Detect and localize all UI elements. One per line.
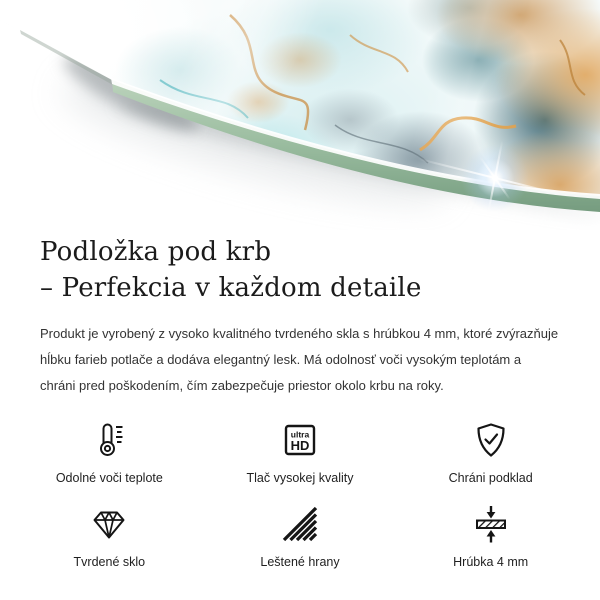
svg-text:HD: HD [290, 438, 310, 453]
feature-heat-resistant [14, 419, 205, 486]
page-title [40, 234, 560, 306]
feature-label: Tlač vysokej kvality [246, 471, 354, 485]
feature-tempered-glass [14, 503, 205, 570]
feature-label: Chráni podklad [448, 471, 533, 485]
feature-protects-surface [395, 419, 586, 486]
thermometer-icon [90, 419, 128, 459]
diamond-icon [90, 503, 128, 543]
feature-polished-edges [205, 503, 396, 570]
title-line-1: Podložka pod krb [40, 237, 272, 267]
polished-edges-icon [281, 503, 319, 543]
feature-label: Hrúbka 4 mm [453, 555, 529, 569]
feature-row-1 [14, 419, 586, 486]
thickness-arrows-icon [472, 503, 510, 543]
title-line-2: – Perfekcia v každom detaile [40, 273, 422, 303]
hero-image [0, 0, 600, 230]
feature-print-quality [205, 419, 396, 486]
feature-label: Leštené hrany [260, 555, 340, 569]
feature-label: Odolné voči teplote [55, 471, 163, 485]
feature-thickness [395, 503, 586, 570]
feature-label: Tvrdené sklo [73, 555, 146, 569]
content-section [0, 234, 600, 399]
product-description: Produkt je vyrobený z vysoko kvalitného tvrdeného skla s hrúbkou 4 mm, ktoré zvýrazňuje hĺbku farieb potlače a dodáva elegantný lesk. Má odolnosť voči vysokým teplotám a chráni pred poškodením, čím zabezpečuje priestor okolo krbu na roky. [40, 326, 559, 393]
ultra-hd-icon [281, 419, 319, 459]
svg-text:ultra: ultra [290, 429, 310, 440]
shield-check-icon [472, 419, 510, 459]
feature-row-2 [14, 503, 586, 570]
feature-grid [0, 419, 600, 570]
